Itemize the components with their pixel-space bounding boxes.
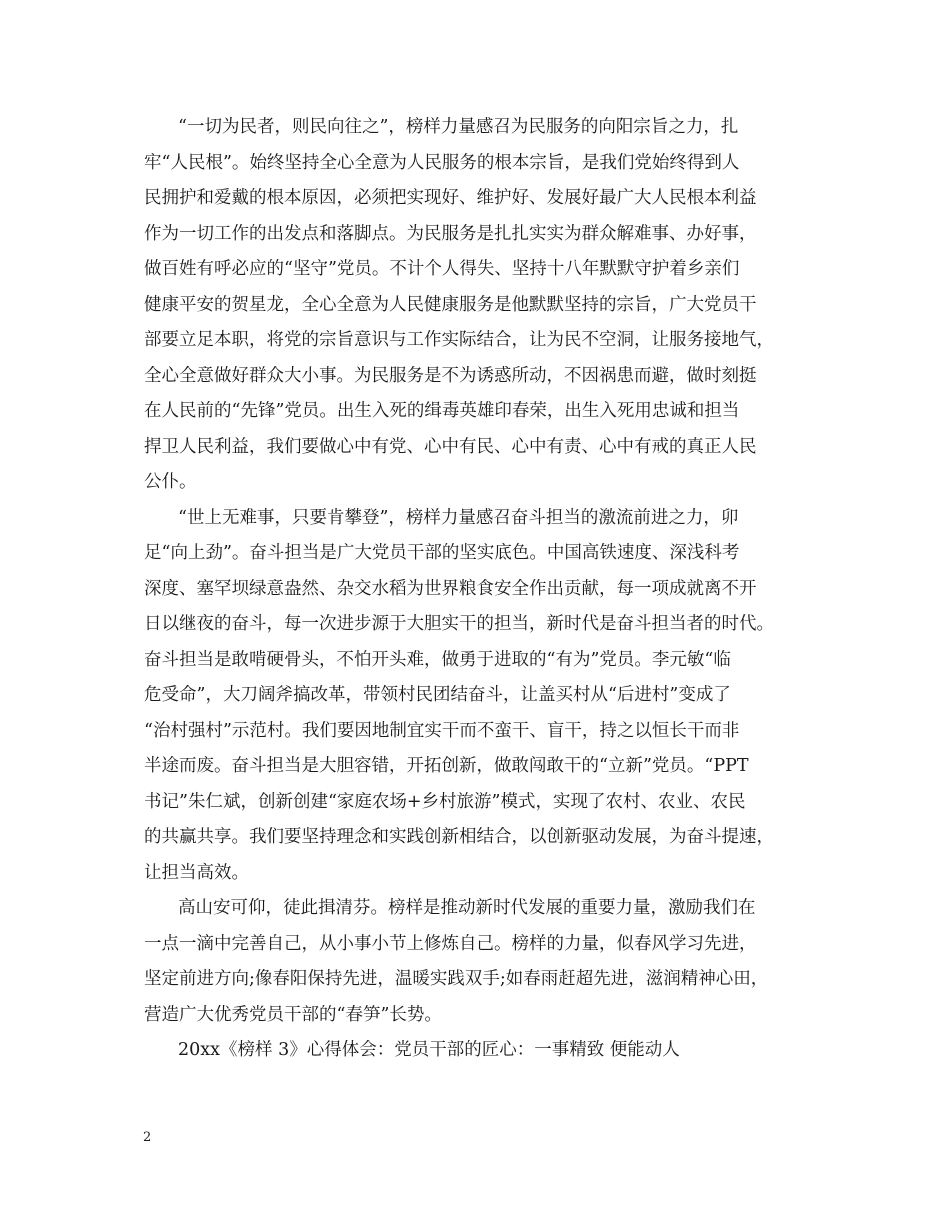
paragraph-3-line-4: 营造广大优秀党员干部的“春笋”长势。 — [144, 1004, 442, 1025]
paragraph-2-line-6: 危受命”，大刀阔斧搞改革，带领村民团结奋斗，让盖买村从“后进村”变成了 — [144, 685, 731, 705]
paragraph-2-line-9: 书记”朱仁斌，创新创建“家庭农场+乡村旅游”模式，实现了农村、农业、农民 — [144, 791, 746, 812]
paragraph-1-line-11: 公仆。 — [144, 472, 197, 492]
next-article-title: 20xx《榜样 3》心得体会：党员干部的匠心：一事精致 便能动人 — [178, 1040, 680, 1060]
paragraph-2-line-5: 奋斗担当是敢啃硬骨头，不怕开头难，做勇于进取的“有为”党员。李元敏“临 — [144, 649, 731, 670]
paragraph-3-line-3: 坚定前进方向;像春阳保持先进，温暖实践双手;如春雨赶超先进，滋润精神心田， — [144, 969, 769, 989]
paragraph-2-line-7: “治村强村”示范村。我们要因地制宜实干而不蛮干、盲干，持之以恒长干而非 — [144, 720, 740, 741]
paragraph-1-line-10: 捍卫人民利益，我们要做心中有党、心中有民、心中有责、心中有戒的真正人民 — [144, 436, 757, 457]
paragraph-2-line-3: 深度、塞罕坝绿意盎然、杂交水稻为世界粮食安全作出贡献，每一项成就离不开 — [144, 578, 757, 599]
paragraph-1-line-7: 部要立足本职，将党的宗旨意识与工作实际结合，让为民不空洞，让服务接地气， — [144, 330, 774, 350]
paragraph-1-line-3: 民拥护和爱戴的根本原因，必须把实现好、维护好、发展好最广大人民根本利益 — [144, 188, 757, 208]
paragraph-2-line-4: 日以继夜的奋斗，每一次进步源于大胆实干的担当，新时代是奋斗担当者的时代。 — [144, 614, 774, 634]
paragraph-1-line-4: 作为一切工作的出发点和落脚点。为民服务是扎扎实实为群众解难事、办好事， — [144, 223, 757, 244]
paragraph-1-line-5: 做百姓有呼必应的“坚守”党员。不计个人得失、坚持十八年默默守护着乡亲们 — [144, 259, 740, 279]
paragraph-1-line-9: 在人民前的“先锋”党员。出生入死的缉毒英雄印春荣，出生入死用忠诚和担当 — [144, 401, 740, 421]
paragraph-2-line-10: 的共赢共享。我们要坚持理念和实践创新相结合，以创新驱动发展，为奋斗提速， — [144, 827, 774, 847]
paragraph-1-line-1: “一切为民者，则民向往之”，榜样力量感召为民服务的向阳宗旨之力，扎 — [178, 117, 739, 137]
paragraph-1-line-6: 健康平安的贺星龙，全心全意为人民健康服务是他默默坚持的宗旨，广大党员干 — [144, 294, 757, 315]
paragraph-3-line-1: 高山安可仰，徒此揖清芬。榜样是推动新时代发展的重要力量，激励我们在 — [178, 898, 756, 918]
paragraph-3-line-2: 一点一滴中完善自己，从小事小节上修炼自己。榜样的力量，似春风学习先进， — [144, 933, 757, 954]
document-body — [144, 110, 824, 1069]
paragraph-2-line-2: 足“向上劲”。奋斗担当是广大党员干部的坚实底色。中国高铁速度、深浅科考 — [144, 543, 740, 563]
paragraph-2-line-8: 半途而废。奋斗担当是大胆容错，开拓创新，做敢闯敢干的“立新”党员。“PPT — [144, 756, 749, 776]
paragraph-1-line-2: 牢“人民根”。始终坚持全心全意为人民服务的根本宗旨，是我们党始终得到人 — [144, 152, 740, 173]
paragraph-1-line-8: 全心全意做好群众大小事。为民服务是不为诱惑所动，不因祸患而避，做时刻挺 — [144, 365, 757, 386]
paragraph-2-line-1: “世上无难事，只要肯攀登”，榜样力量感召奋斗担当的激流前进之力，卯 — [178, 507, 739, 528]
paragraph-2-line-11: 让担当高效。 — [144, 862, 249, 883]
page-number: 2 — [143, 1130, 152, 1145]
